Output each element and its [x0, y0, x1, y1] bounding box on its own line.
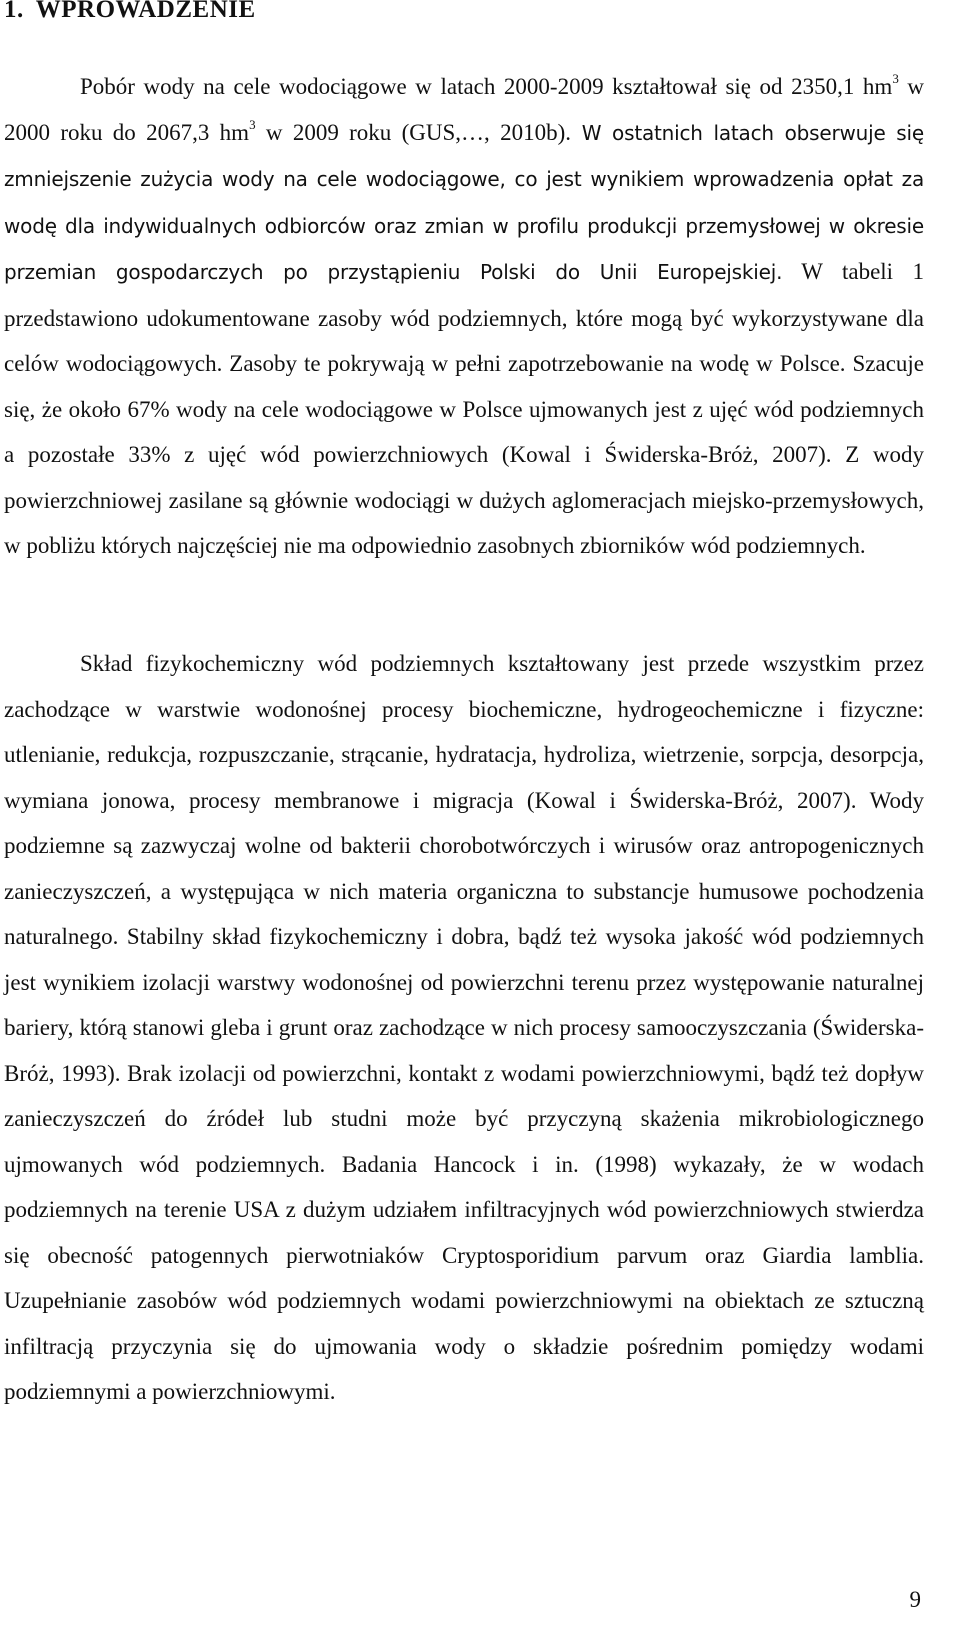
paragraph-1: [4, 64, 924, 569]
paragraph-1-sentence-3: w 2009 roku (GUS,…, 2010b).: [255, 119, 572, 145]
section-title: WPROWADZENIE: [35, 0, 256, 23]
paragraph-2: [4, 641, 924, 1415]
page-number: 9: [909, 1587, 921, 1612]
paragraph-2-text: Skład fizykochemiczny wód podziemnych kształtowany jest przede wszystkim przez zachodzące w warstwie wodonośnej procesy biochemiczne, hydrogeochemiczne i fizyczne: utlenianie, redukcja, rozpuszczanie, strącanie, hydratacja, hydroliza, wietrzenie, sorpcja, desorpcja, wymiana jonowa, procesy membranowe i migracja (Kowal i Świderska-Bróż, 2007). Wody podziemne są zazwyczaj wolne od bakterii chorobotwórczych i wirusów oraz antropogenicznych zanieczyszczeń, a występująca w nich materia organiczna to substancje humusowe pochodzenia naturalnego. Stabilny skład fizykochemiczny i dobra, bądź też wysoka jakość wód podziemnych jest wynikiem izolacji warstwy wodonośnej od powierzchni terenu przez występowanie naturalnej bariery, którą stanowi gleba i grunt oraz zachodzące w nich procesy samooczyszczania (Świderska-Bróż, 1993). Brak izolacji od powierzchni, kontakt z wodami powierzchniowymi, bądź też dopływ zanieczyszczeń do źródeł lub studni może być przyczyną skażenia mikrobiologicznego ujmowanych wód podziemnych. Badania Hancock i in. (1998) wykazały, że w wodach podziemnych na terenie USA z dużym udziałem infiltracyjnych wód powierzchniowych stwierdza się obecność patogennych pierwotniaków Cryptosporidium parvum oraz Giardia lamblia. Uzupełnianie zasobów wód podziemnych wodami powierzchniowymi na obiektach ze sztuczną infiltracją przyczynia się do ujmowania wody o składzie pośrednim pomiędzy wodami podziemnymi a powierzchniowymi.: [4, 651, 924, 1404]
paragraph-1-sentence-4: W ostatnich latach obserwuje się zmniejszenie zużycia wody na cele wodociągowe, co jest wynikiem wprowadzenia opłat za wodę dla indywidualnych odbiorców oraz zmian w profilu produkcji przemysłowej w okresie przemian gospodarczych po przystąpieniu Polski do Unii Europejskiej.: [4, 120, 924, 284]
superscript-cubed: 3: [892, 71, 899, 87]
section-heading: [4, 0, 256, 26]
paragraph-1-sentence-5: W tabeli 1 przedstawiono udokumentowane zasoby wód podziemnych, które mogą być wykorzystywane dla celów wodociągowych. Zasoby te pokrywają w pełni zapotrzebowanie na wodę w Polsce. Szacuje się, że około 67% wody na cele wodociągowe w Polsce ujmowanych jest z ujęć wód podziemnych a pozostałe 33% z ujęć wód powierzchniowych (Kowal i Świderska-Bróż, 2007). Z wody powierzchniowej zasilane są głównie wodociągi w dużych aglomeracjach miejsko-przemysłowych, w pobliżu których najczęściej nie ma odpowiednio zasobnych zbiorników wód podziemnych.: [4, 259, 924, 558]
superscript-cubed: 3: [249, 116, 256, 132]
section-number: 1.: [4, 0, 24, 23]
paragraph-1-sentence-2: w 2000 roku do 2067,3 hm: [4, 74, 924, 145]
paragraph-1-sentence-1: Pobór wody na cele wodociągowe w latach 2000-2009 kształtował się od 2350,1 hm: [80, 74, 893, 99]
